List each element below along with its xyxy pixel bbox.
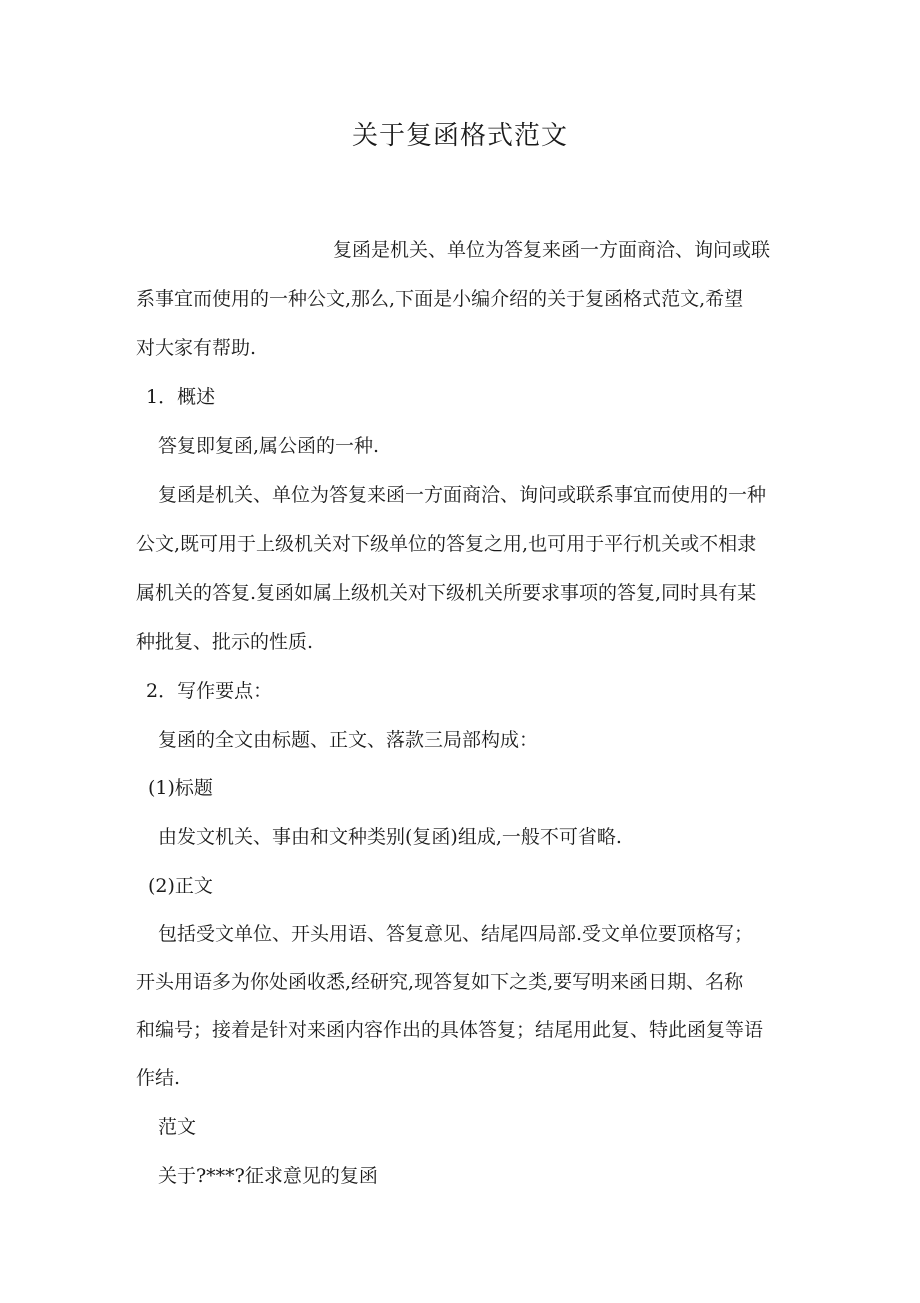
intro-line-2: 系事宜而使用的一种公文,那么,下面是小编介绍的关于复函格式范文,希望 [136, 288, 744, 310]
body-description-line-2: 开头用语多为你处函收悉,经研究,现答复如下之类,要写明来函日期、名称 [136, 971, 744, 993]
intro-line-1: 复函是机关、单位为答复来函一方面商洽、询问或联 [333, 239, 771, 261]
sample-heading: 范文 [158, 1116, 197, 1138]
overview-paragraph-line-1: 复函是机关、单位为答复来函一方面商洽、询问或联系事宜而使用的一种 [158, 484, 767, 506]
body-description-line-4: 作结. [136, 1067, 181, 1089]
subheading-title: (1)标题 [148, 777, 213, 799]
overview-paragraph-line-4: 种批复、批示的性质. [136, 631, 314, 653]
overview-paragraph-line-3: 属机关的答复.复函如属上级机关对下级机关所要求事项的答复,同时具有某 [136, 582, 757, 604]
section-heading-writing-points: 2．写作要点： [146, 680, 273, 702]
subheading-body: (2)正文 [148, 875, 213, 897]
overview-line-1: 答复即复函,属公函的一种. [158, 435, 380, 457]
overview-paragraph-line-2: 公文,既可用于上级机关对下级单位的答复之用,也可用于平行机关或不相隶 [136, 533, 757, 555]
body-description-line-1: 包括受文单位、开头用语、答复意见、结尾四局部.受文单位要顶格写； [158, 923, 754, 945]
document-title: 关于复函格式范文 [351, 121, 568, 151]
sample-title-line: 关于?***?征求意见的复函 [158, 1165, 378, 1187]
writing-points-line-1: 复函的全文由标题、正文、落款三局部构成： [158, 729, 539, 751]
intro-line-3: 对大家有帮助. [136, 337, 257, 359]
title-description-line: 由发文机关、事由和文种类别(复函)组成,一般不可省略. [158, 826, 622, 848]
body-description-line-3: 和编号；接着是针对来函内容作出的具体答复；结尾用此复、特此函复等语 [136, 1019, 764, 1041]
section-heading-overview: 1．概述 [146, 386, 216, 408]
